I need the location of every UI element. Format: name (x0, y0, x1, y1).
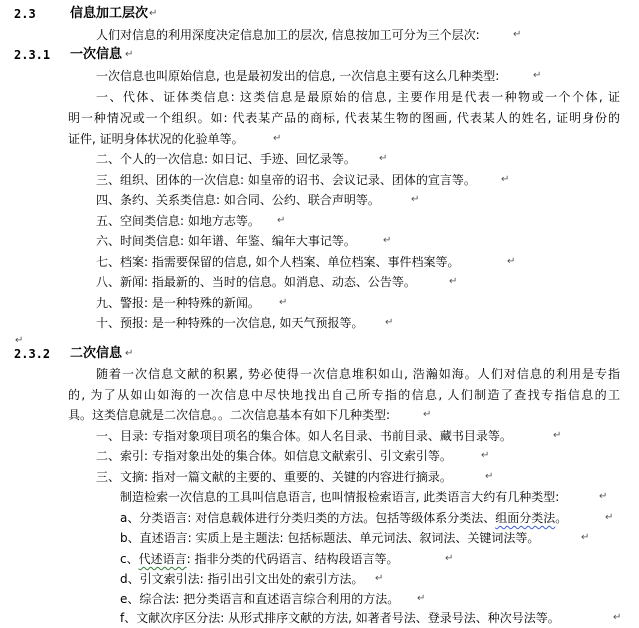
paragraph-text: 制造检索一次信息的工具叫信息语言, 也叫情报检索语言, 此类语言大约有几种类型: (120, 490, 560, 504)
paragraph-mark: ↵ (533, 70, 542, 81)
paragraph-mark: ↵ (501, 174, 510, 185)
list-item-text: 三、文摘: 指对一篇文献的主要的、重要的、关键的内容进行摘录。 (96, 470, 452, 484)
list-item-text: 一、目录: 专指对象项目项名的集合体。如人名目录、书前目录、藏书目录等。 (96, 429, 512, 443)
list-item-text: 二、索引: 专指对象出处的集合体。如信息文献索引、引文索引等。 (96, 449, 452, 463)
list-item-text: e、综合法: 把分类语言和直述语言综合利用的方法。 (120, 592, 400, 606)
paragraph-mark: ↵ (411, 194, 420, 205)
paragraph-text: 证件, 证明身体状况的化验单等。 (68, 132, 244, 146)
paragraph-text: 具。这类信息就是二次信息。。二次信息基本有如下几种类型: (68, 408, 391, 422)
paragraph-text: 一、代体、证体类信息: 这类信息是最原始的信息, 主要作用是代表一种物或一个个体, 证 (96, 90, 620, 104)
paragraph-mark: ↵ (449, 276, 458, 287)
paragraph-mark: ↵ (513, 29, 522, 40)
list-item-text: 九、警报: 是一种特殊的新闻。 (96, 296, 260, 310)
paragraph-mark: ↵ (613, 612, 622, 623)
paragraph-mark: ↵ (125, 49, 134, 60)
paragraph-mark: ↵ (149, 8, 158, 19)
paragraph-text: 的, 为了从如山如海的一次信息中尽快地找出自己所专指的信息, 人们制造了查找专指信息的工 (68, 388, 620, 402)
paragraph-mark: ↵ (581, 532, 590, 543)
paragraph-text: 明一种情况或一个组织。如: 代表某产品的商标, 代表某生物的图画, 代表某人的姓名, 证明身份的 (68, 111, 620, 125)
list-item-text: a、分类语言: 对信息载体进行分类归类的方法。包括等级体系分类法、 (120, 511, 496, 525)
list-item-text: c、 (120, 552, 139, 566)
list-item-text: f、文献次序区分法: 从形式排序文献的方法, 如著者号法、登录号法、种次号法等。 (120, 611, 560, 625)
list-item-text: : 指非分类的代码语言、结构段语言等。 (186, 552, 399, 566)
section-number: 2.3.2 (14, 347, 51, 361)
paragraph-mark: ↵ (481, 450, 490, 461)
paragraph-mark: ↵ (507, 256, 516, 267)
paragraph-mark: ↵ (445, 553, 454, 564)
list-item-text: b、直述语言: 实质上是主题法: 包括标题法、单元词法、叙词法、关键词法等。 (120, 531, 540, 545)
paragraph-mark: ↵ (125, 348, 134, 359)
paragraph-mark: ↵ (553, 430, 562, 441)
list-item-text: 五、空间类信息: 如地方志等。 (96, 214, 260, 228)
paragraph-mark: ↵ (417, 593, 426, 604)
section-title: 一次信息 (70, 47, 123, 62)
paragraph-mark: ↵ (15, 335, 24, 346)
paragraph-mark: ↵ (605, 512, 614, 523)
paragraph-mark: ↵ (383, 235, 392, 246)
list-item-text: 四、条约、关系类信息: 如合同、公约、联合声明等。 (96, 193, 380, 207)
section-title: 二次信息 (70, 346, 123, 361)
paragraph-mark: ↵ (423, 409, 432, 420)
paragraph-text: 一次信息也叫原始信息, 也是最初发出的信息, 一次信息主要有这么几种类型: (96, 69, 500, 83)
intro-text: 人们对信息的利用深度决定信息加工的层次, 信息按加工可分为三个层次: (96, 28, 480, 42)
paragraph-mark: ↵ (599, 491, 608, 502)
paragraph-mark: ↵ (279, 297, 288, 308)
section-number: 2.3 (14, 7, 36, 21)
list-item-text: 八、新闻: 指最新的、当时的信息。如消息、动态、公告等。 (96, 275, 416, 289)
list-item-text: d、引文索引法: 指引出引文出处的索引方法。 (120, 572, 364, 586)
list-item-text: 七、档案: 指需要保留的信息, 如个人档案、单位档案、事件档案等。 (96, 255, 460, 269)
paragraph-mark: ↵ (277, 215, 286, 226)
paragraph-mark: ↵ (375, 573, 384, 584)
list-item-text: 二、个人的一次信息: 如日记、手迹、回忆录等。 (96, 152, 356, 166)
paragraph-mark: ↵ (385, 317, 394, 328)
list-item-text: 三、组织、团体的一次信息: 如皇帝的诏书、会议记录、团体的宣言等。 (96, 173, 476, 187)
section-title: 信息加工层次 (70, 6, 149, 21)
list-item-text: 。 (555, 511, 568, 525)
paragraph-mark: ↵ (485, 471, 494, 482)
section-number: 2.3.1 (14, 48, 51, 62)
marked-term: 代述语言 (138, 552, 187, 566)
marked-term: 组面分类法 (495, 511, 556, 525)
paragraph-text: 随着一次信息文献的积累, 势必使得一次信息堆积如山, 浩瀚如海。人们对信息的利用是专指 (96, 367, 620, 381)
paragraph-mark: ↵ (273, 133, 282, 144)
list-item-text: 六、时间类信息: 如年谱、年鉴、编年大事记等。 (96, 234, 356, 248)
paragraph-mark: ↵ (379, 153, 388, 164)
list-item-text: 十、预报: 是一种特殊的一次信息, 如天气预报等。 (96, 316, 364, 330)
